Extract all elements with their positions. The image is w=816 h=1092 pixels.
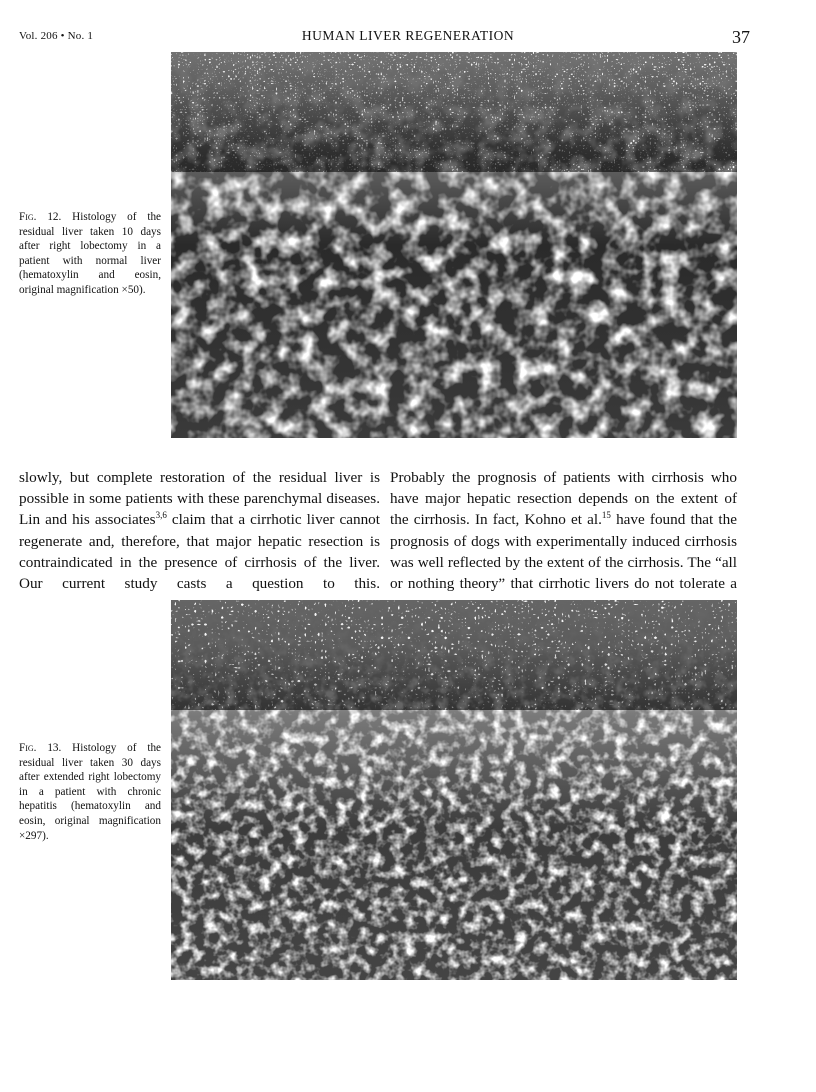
citation-3-6: 3,6	[155, 510, 167, 521]
figure-12-caption-text: Histology of the residual liver taken 10 days after right lobectomy in a patient with normal liver (hematoxylin and eosin, original magnification ×50).	[19, 211, 161, 296]
running-header-volume: Vol. 206 • No. 1	[19, 30, 94, 42]
right-column-text-1: Probably the prognosis of patients with cirrhosis who have major hepatic resection depends on the extent of the cirrhosis. In fact, Kohno et al.	[390, 469, 737, 529]
left-column-text-2: claim that a cirrhotic liver cannot regenerate and, therefore, that major hepatic resection is contraindicated in the presence of cirrhosis of the liver. Our current study casts a question to this.	[19, 511, 380, 593]
figure-13-caption-text: Histology of the residual liver taken 30 days after extended right lobectomy in a patient with chronic hepatitis (hematoxylin and eosin, original magnification ×297).	[19, 742, 161, 842]
body-text-left-column	[19, 467, 380, 594]
figure-13-micrograph	[171, 600, 737, 980]
running-header-title: HUMAN LIVER REGENERATION	[301, 28, 515, 43]
figure-12-caption	[19, 210, 161, 298]
citation-15: 15	[601, 510, 611, 521]
figure-13-label: Fig. 13.	[19, 742, 62, 754]
right-column-text-2: have found that the prognosis of dogs with experimentally induced cirrhosis was well reflected by the extent of the cirrhosis. The “all or nothing theory” that cirrhotic livers do not tolerate a	[390, 511, 737, 593]
page-number: 37	[732, 27, 750, 47]
figure-13-caption	[19, 741, 161, 843]
figure-12-micrograph	[171, 52, 737, 438]
body-text-right-column	[390, 467, 737, 594]
figure-12-label: Fig. 12.	[19, 211, 62, 223]
left-column-text-1: slowly, but complete restoration of the residual liver is possible in some patients with these parenchymal diseases. Lin and his associates	[19, 469, 380, 529]
